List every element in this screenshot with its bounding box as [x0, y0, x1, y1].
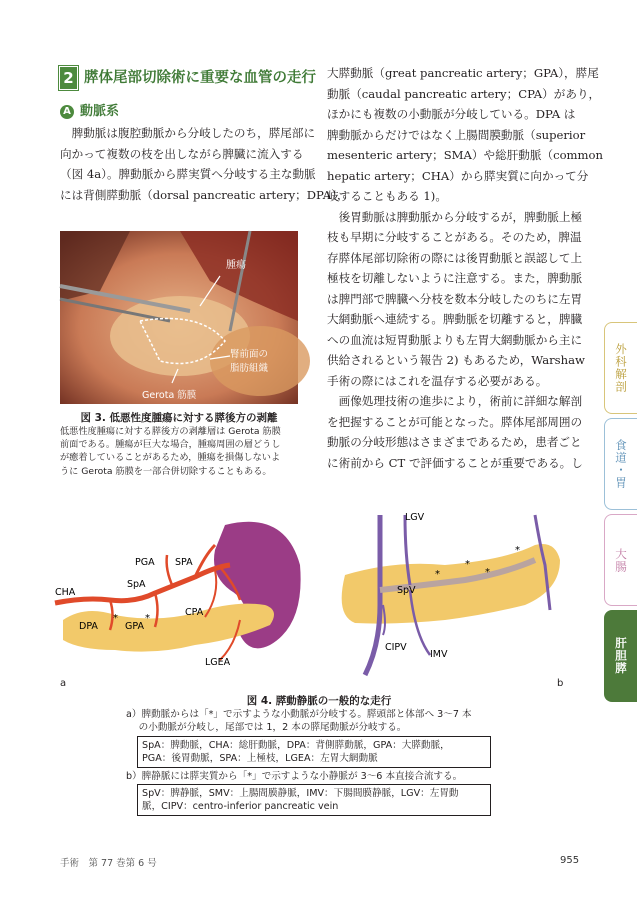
label-cpa: CPA — [185, 607, 204, 618]
label-lgv: LGV — [405, 512, 425, 523]
label-spa: SPA — [175, 557, 193, 568]
text-line: 脾動脈は腹腔動脈から分岐したのち，膵尾部に — [60, 126, 316, 140]
text-line: ほかにも複数の小動脈が分岐している。DPA は — [327, 107, 576, 121]
label-dpa: DPA — [79, 621, 98, 632]
text-line: 大網動脈へ連続する。脾動脈を切離すると，脾臓 — [327, 312, 583, 326]
label-lgea: LGEA — [205, 657, 231, 668]
section-title: 膵体尾部切除術に重要な血管の走行 — [84, 70, 316, 86]
label-gpa: GPA — [125, 621, 144, 632]
label-imv: IMV — [430, 649, 448, 660]
text-line: hepatic artery；CHA）から膵実質に向かって分 — [327, 168, 589, 183]
caption-line: a）脾動脈からは「*」で示すような小動脈が分岐する。膵頭部と体部へ 3～7 本 — [126, 709, 472, 720]
figure4b-caption: b）脾静脈には膵実質から「*」で示すような小静脈が 3～6 本直接合流する。 — [126, 771, 463, 782]
label-prerenal-fat: 脂肪組織 — [230, 363, 269, 374]
star-marker: * — [145, 613, 150, 624]
text-line: を把握することが可能となった。膵体尾部周囲の — [327, 414, 583, 429]
tab-hepatobiliary-pancreas[interactable]: 肝胆膵 — [604, 610, 637, 702]
label-prerenal: 腎前面の — [230, 349, 269, 360]
journal-footer: 手術 第 77 巻第 6 号 — [60, 858, 157, 869]
label-tumor: 腫瘍 — [226, 260, 246, 271]
text-line: 極枝を切離しないように注意する。また，脾動脈 — [327, 271, 583, 285]
label-spa-splenic: SpA — [127, 579, 146, 590]
text-line: 脾動脈からだけではなく上腸間膜動脈（superior — [327, 127, 586, 142]
text-line: 向かって複数の枝を出しながら脾臓に流入する — [60, 146, 304, 161]
text-line: mesenteric artery；SMA）や総肝動脈（common — [327, 148, 603, 162]
star-marker: * — [515, 545, 520, 556]
figure4a-caption — [126, 708, 526, 734]
figure3-caption — [60, 425, 300, 478]
abbreviation-line: SpA：脾動脈，CHA：総肝動脈，DPA：背側膵動脈，GPA：大膵動脈， — [142, 740, 450, 751]
label-spv: SpV — [397, 585, 416, 596]
text-line: 供給されるという報告 2) もあるため，Warshaw — [327, 353, 585, 367]
text-line: 手術の際にはこれを温存する必要がある。 — [327, 373, 548, 388]
text-line: は脾門部で脾臓へ分枝を数本分岐したのちに左胃 — [327, 291, 583, 306]
text-line: 動脈（caudal pancreatic artery；CPA）があり， — [327, 86, 601, 101]
text-line: に術前から CT で評価することが重要である。し — [327, 455, 583, 470]
star-marker: * — [485, 567, 490, 578]
panel-label-b: b — [557, 678, 564, 689]
caption-line: うに Gerota 筋膜を一部合併切除することもある。 — [60, 465, 272, 477]
tab-esophagus-stomach[interactable]: 食道・胃 — [604, 418, 637, 510]
text-line: （図 4a）。脾動脈から膵実質へ分岐する主な動脈 — [60, 167, 316, 181]
abbreviation-line: SpV：脾静脈，SMV：上腸間膜静脈，IMV：下腸間膜静脈，LGV：左胃動 — [142, 788, 459, 799]
panel-label-a: a — [60, 678, 67, 689]
text-line: 岐することもある 1)。 — [327, 189, 447, 203]
left-paragraph — [60, 123, 349, 205]
right-paragraph — [327, 63, 603, 473]
gpa-branch — [155, 593, 158, 627]
text-line: 存膵体尾部切除術の際には後胃動脈と誤認して上 — [327, 250, 583, 265]
text-line: 枝も早期に分岐することがある。そのため，脾温 — [327, 230, 582, 244]
figure3-title: 図 3. 低悪性度腫瘍に対する膵後方の剥離 — [80, 412, 278, 424]
star-marker: * — [465, 559, 470, 570]
caption-line: が癒着していることがあるため，腫瘍を損傷しないよ — [60, 452, 281, 464]
text-line: 後胃動脈は脾動脈から分岐するが，脾動脈上極 — [327, 209, 583, 224]
pga-branch — [167, 555, 173, 587]
star-marker: * — [113, 613, 118, 624]
figure4b-vein-diagram — [335, 505, 580, 685]
text-line: 動脈の分岐形態はさまざまであるため，患者ごと — [327, 435, 582, 449]
label-pga: PGA — [135, 557, 155, 568]
page-number: 955 — [560, 855, 580, 866]
caption-line: の小動脈が分岐し，尾部では 1，2 本の膵尾動脈が分岐する。 — [126, 722, 407, 733]
label-cipv: CIPV — [385, 642, 407, 653]
surgical-photo — [60, 231, 298, 404]
caption-line: 低悪性度腫瘍に対する膵後方の剥離層は Gerota 筋膜 — [60, 426, 281, 437]
subsection-title: 動脈系 — [80, 104, 120, 119]
section-number: 2 — [60, 67, 77, 89]
text-line: 画像処理技術の進歩により，術前に詳細な解剖 — [327, 394, 583, 408]
label-gerota: Gerota 筋膜 — [142, 390, 197, 401]
star-marker: * — [435, 569, 440, 580]
text-line: 大膵動脈（great pancreatic artery；GPA），膵尾 — [327, 66, 599, 80]
abbreviation-box-a — [137, 736, 491, 768]
caption-line: 前面である。腫瘍が巨大な場合，腫瘍周囲の層どうし — [60, 439, 281, 451]
tab-surgical-anatomy[interactable]: 外科解剖 — [604, 322, 637, 414]
abbreviation-box-b — [137, 784, 491, 816]
tab-colon[interactable]: 大腸 — [604, 514, 637, 606]
label-cha: CHA — [55, 587, 76, 598]
figure4a-artery-diagram — [55, 505, 315, 690]
text-line: には背側膵動脈（dorsal pancreatic artery；DPA）， — [60, 187, 349, 202]
text-line: への血流は短胃動脈よりも左胃大網動脈から主に — [327, 332, 583, 347]
abbreviation-line: 脈，CIPV：centro-inferior pancreatic vein — [142, 801, 339, 812]
subsection-badge: A — [60, 105, 74, 119]
figure4-title: 図 4. 膵動静脈の一般的な走行 — [246, 695, 392, 707]
abbreviation-line: PGA：後胃動脈，SPA：上極枝，LGEA：左胃大網動脈 — [142, 753, 378, 764]
